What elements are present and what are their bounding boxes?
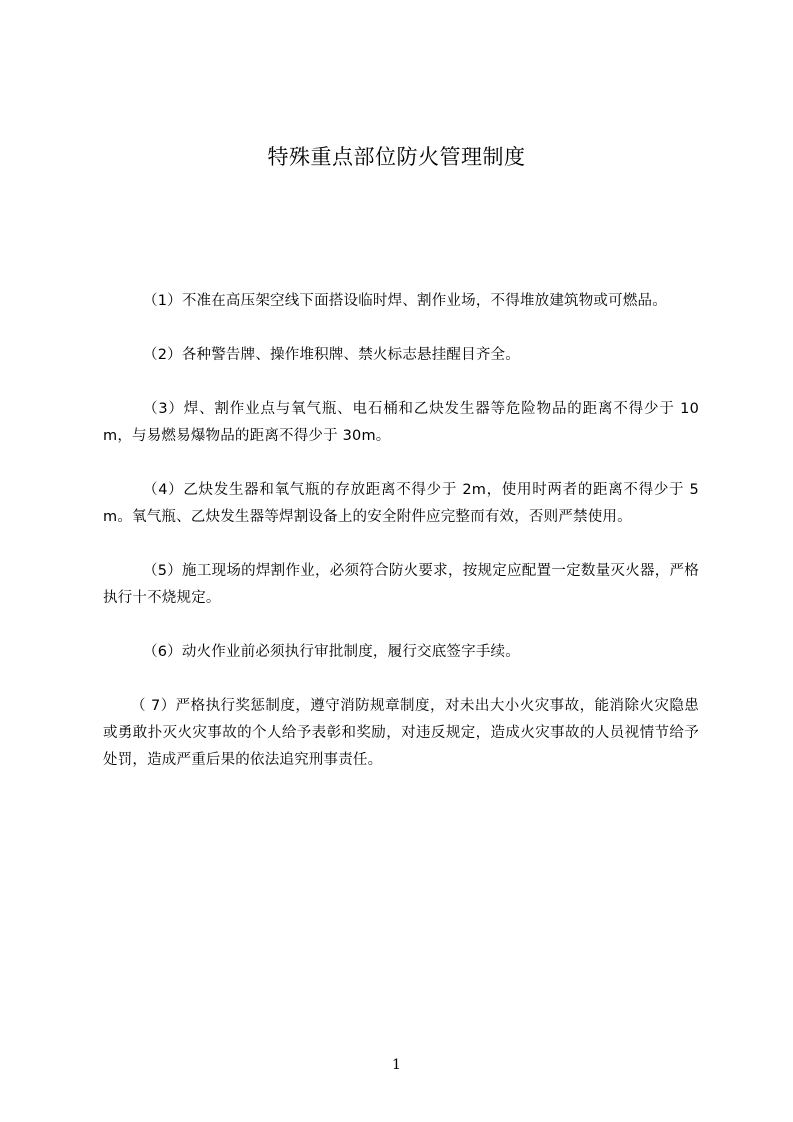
paragraph-5: （5）施工现场的焊割作业，必须符合防火要求，按规定应配置一定数量灭火器，严格执行十不烧规定。 [103, 563, 699, 606]
document-body [103, 288, 699, 801]
paragraph-2: （2）各种警告牌、操作堆积牌、禁火标志悬挂醒目齐全。 [143, 347, 520, 363]
paragraph-7: （ 7）严格执行奖惩制度，遵守消防规章制度，对未出大小火灾事故，能消除火灾隐患或勇敢扑灭火灾事故的个人给予表彰和奖励，对违反规定，造成火灾事故的人员视情节给予处罚，造成严重后果的依法追究刑事责任。 [103, 698, 699, 768]
paragraph-4: （4）乙炔发生器和氧气瓶的存放距离不得少于 2m，使用时两者的距离不得少于 5m。氧气瓶、乙炔发生器等焊割设备上的安全附件应完整而有效，否则严禁使用。 [103, 482, 699, 525]
paragraph-6: （6）动火作业前必须执行审批制度，履行交底签字手续。 [143, 644, 520, 660]
page-number: 1 [392, 1057, 401, 1073]
paragraph-1: （1）不准在高压架空线下面搭设临时焊、割作业场，不得堆放建筑物或可燃品。 [143, 293, 667, 309]
document-title: 特殊重点部位防火管理制度 [267, 145, 526, 169]
paragraph-3: （3）焊、割作业点与氧气瓶、电石桶和乙炔发生器等危险物品的距离不得少于 10m，与易燃易爆物品的距离不得少于 30m。 [103, 401, 699, 444]
